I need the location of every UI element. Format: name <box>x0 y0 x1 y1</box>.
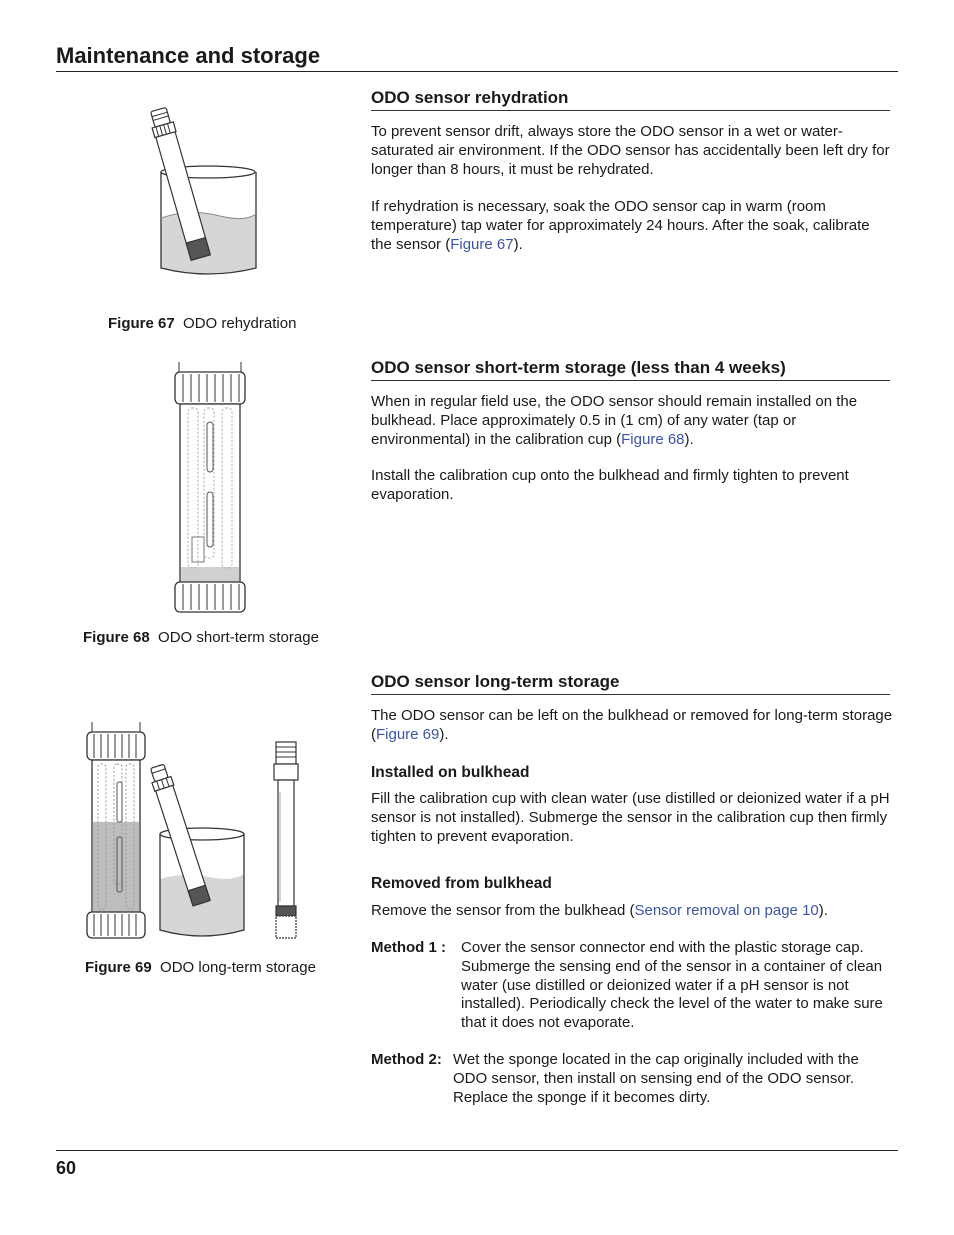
long-term-p1-text: The ODO sensor can be left on the bulkhead or removed for long-term storage ( <box>371 707 893 743</box>
short-term-p1-end: ). <box>684 430 694 448</box>
page-number: 60 <box>56 1158 77 1178</box>
figure-68-caption-text: ODO short-term storage <box>158 629 319 646</box>
figure-69-illustration <box>84 722 306 942</box>
page-title: Maintenance and storage <box>56 43 321 68</box>
removed-from-bulkhead-heading: Removed from bulkhead <box>371 875 552 892</box>
removed-text-end: ). <box>818 902 828 919</box>
rehydration-p2-text: If rehydration is necessary, soak the ODO sensor cap in warm (room temperature) tap water for approximately 24 hours. After the soak, calibrate the sensor ( <box>371 198 870 253</box>
removed-text: Remove the sensor from the bulkhead ( <box>371 902 635 919</box>
long-term-p1-end: ). <box>439 725 449 743</box>
rehydration-paragraph-2 <box>371 198 893 254</box>
figure-67-label: Figure 67 <box>108 315 175 332</box>
installed-on-bulkhead-heading: Installed on bulkhead <box>371 764 530 781</box>
method-1-text <box>461 939 891 1033</box>
sensor-removal-link[interactable]: Sensor removal on page 10 <box>634 902 819 919</box>
figure-69-label: Figure 69 <box>85 959 152 976</box>
figure-69-caption-text: ODO long-term storage <box>160 959 316 976</box>
header-rule <box>56 71 898 72</box>
short-term-paragraph-2: Install the calibration cup onto the bulkhead and firmly tighten to prevent evaporation. <box>371 467 849 503</box>
rehydration-heading: ODO sensor rehydration <box>371 88 890 111</box>
long-term-paragraph-1 <box>371 707 893 745</box>
method-1-label: Method 1 : <box>371 939 446 956</box>
figure-68-illustration <box>172 362 248 614</box>
long-term-heading: ODO sensor long-term storage <box>371 672 890 695</box>
figure-67-caption-text: ODO rehydration <box>183 315 297 332</box>
figure-68-label: Figure 68 <box>83 629 150 646</box>
figure-69-caption <box>85 959 316 976</box>
method-2-text <box>453 1051 878 1107</box>
removed-from-bulkhead-text <box>371 902 893 921</box>
rehydration-p2-end: ). <box>513 235 523 253</box>
method-1-body: Cover the sensor connector end with the plastic storage cap. Submerge the sensing end of the sensor in a container of clean water (use distilled or deionized water if a pH sensor is not installed). Periodically check the level of the water to make sure that it does not evaporate. <box>461 939 883 1032</box>
footer-rule <box>56 1150 898 1151</box>
figure-68-caption <box>83 629 319 646</box>
installed-on-bulkhead-text: Fill the calibration cup with clean water (use distilled or deionized water if a pH sensor is not installed). Submerge the sensor in the calibration cup then firmly tighten to prevent evaporation. <box>371 790 890 845</box>
short-term-paragraph-1 <box>371 393 893 449</box>
method-2-label: Method 2: <box>371 1051 442 1068</box>
figure-67-illustration <box>150 100 270 280</box>
method-2-body: Wet the sponge located in the cap originally included with the ODO sensor, then install on sensing end of the ODO sensor. Replace the sponge if it becomes dirty. <box>453 1051 859 1106</box>
short-term-heading: ODO sensor short-term storage (less than 4 weeks) <box>371 358 890 381</box>
figure-68-link[interactable]: Figure 68 <box>621 430 685 448</box>
figure-69-link[interactable]: Figure 69 <box>376 725 440 743</box>
short-term-p1-text: When in regular field use, the ODO sensor should remain installed on the bulkhead. Place approximately 0.5 in (1 cm) of any water (tap or environmental) in the calibration cup ( <box>371 393 858 448</box>
figure-67-link[interactable]: Figure 67 <box>450 235 514 253</box>
rehydration-paragraph-1: To prevent sensor drift, always store the ODO sensor in a wet or water-saturated air environment. If the ODO sensor has accidentally been left dry for longer than 8 hours, it must be rehydrated. <box>371 123 890 178</box>
figure-67-caption <box>108 315 296 332</box>
